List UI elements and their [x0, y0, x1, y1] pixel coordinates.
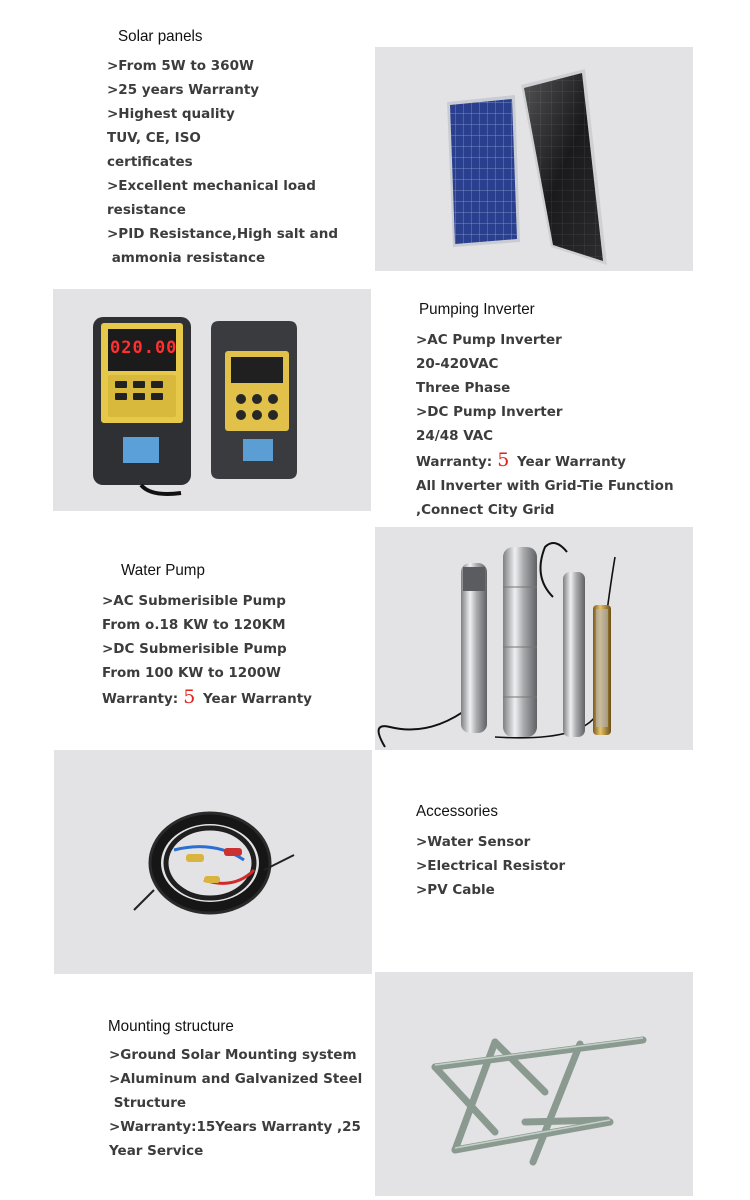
water-pump-image: [375, 527, 693, 750]
inverter-title: Pumping Inverter: [419, 301, 535, 318]
accessories-image: [54, 750, 372, 974]
feature-line: Structure: [109, 1095, 187, 1111]
feature-line: certificates: [107, 154, 193, 170]
feature-line: >Water Sensor: [416, 834, 531, 850]
feature-line: Three Phase: [416, 380, 511, 396]
pump-title: Water Pump: [121, 562, 205, 579]
feature-line: ,Connect City Grid: [416, 502, 555, 518]
accessories-features: [416, 830, 565, 902]
feature-line: >Electrical Resistor: [416, 858, 566, 874]
inverter-image: [53, 289, 371, 511]
feature-line: >Highest quality: [107, 106, 235, 122]
inverter-features: [416, 328, 674, 522]
feature-line: >From 5W to 360W: [107, 58, 254, 74]
inverter-display: 020.00: [110, 338, 178, 358]
warranty-text: Year Warranty: [517, 454, 626, 470]
feature-line: Year Service: [109, 1143, 204, 1159]
accessories-title: Accessories: [416, 803, 498, 820]
feature-line: >DC Submerisible Pump: [102, 641, 287, 657]
feature-line: >Excellent mechanical load: [107, 178, 316, 194]
feature-line: >Ground Solar Mounting system: [109, 1047, 357, 1063]
feature-line: >25 years Warranty: [107, 82, 260, 98]
warranty-line: [416, 448, 674, 474]
feature-line: >DC Pump Inverter: [416, 404, 563, 420]
pump-features: [102, 589, 312, 711]
feature-line: resistance: [107, 202, 186, 218]
feature-line: >PID Resistance,High salt and: [107, 226, 339, 242]
feature-line: From o.18 KW to 120KM: [102, 617, 286, 633]
feature-line: TUV, CE, ISO: [107, 130, 201, 146]
warranty-text: Year Warranty: [203, 691, 312, 707]
feature-line: All Inverter with Grid-Tie Function: [416, 478, 674, 494]
feature-line: ammonia resistance: [107, 250, 266, 266]
mounting-structure-image: [375, 972, 693, 1196]
feature-line: >Aluminum and Galvanized Steel: [109, 1071, 363, 1087]
feature-line: >PV Cable: [416, 882, 495, 898]
mounting-title: Mounting structure: [108, 1018, 234, 1035]
feature-line: >AC Pump Inverter: [416, 332, 562, 348]
feature-line: >Warranty:15Years Warranty ,25: [109, 1119, 361, 1135]
solar-title: Solar panels: [118, 28, 203, 45]
warranty-years: 5: [497, 449, 510, 471]
feature-line: >AC Submerisible Pump: [102, 593, 286, 609]
solar-panels-image: [375, 47, 693, 271]
warranty-years: 5: [183, 686, 196, 708]
warranty-label: Warranty:: [102, 691, 179, 707]
warranty-line: [102, 685, 312, 711]
warranty-label: Warranty:: [416, 454, 493, 470]
solar-features: [107, 54, 338, 270]
feature-line: 20-420VAC: [416, 356, 499, 372]
feature-line: 24/48 VAC: [416, 428, 494, 444]
mounting-features: [109, 1043, 362, 1163]
feature-line: From 100 KW to 1200W: [102, 665, 281, 681]
